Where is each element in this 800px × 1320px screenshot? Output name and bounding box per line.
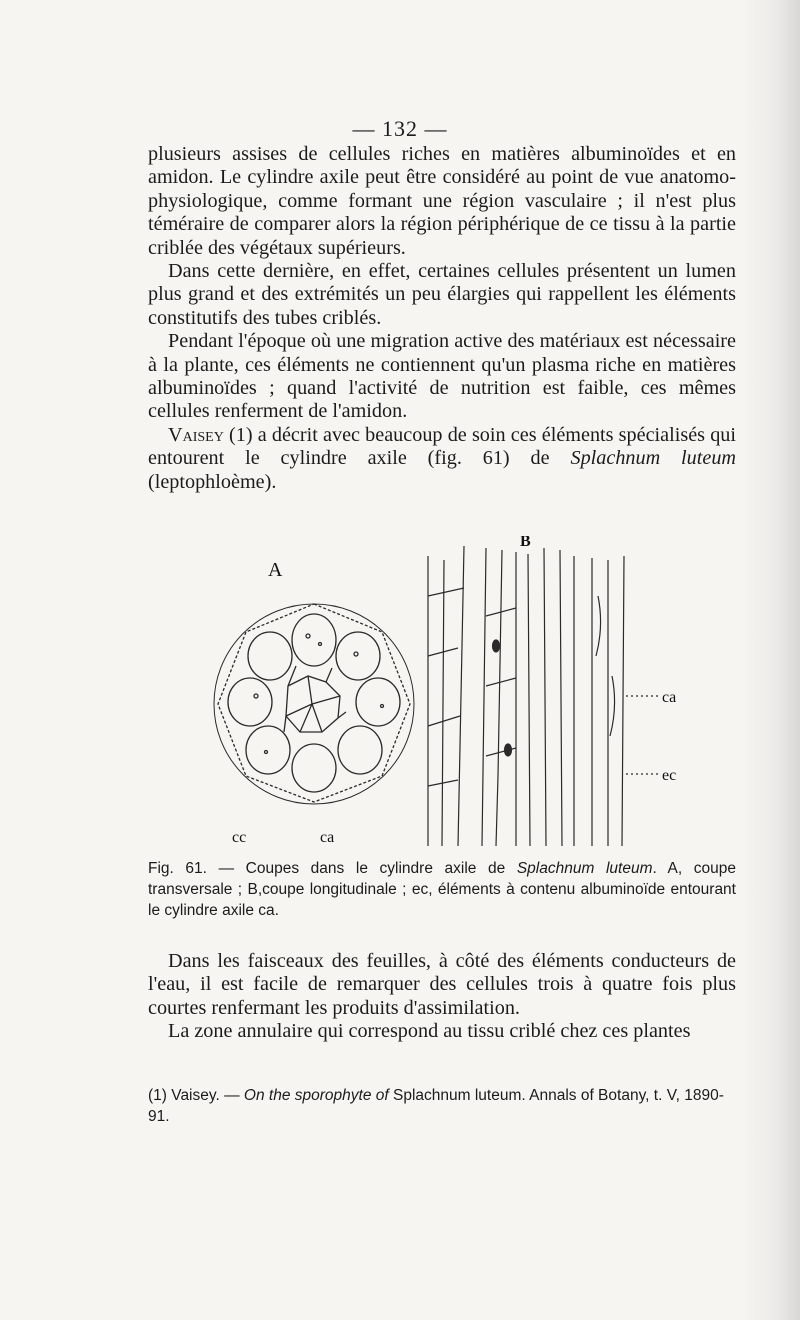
figure-label-b: B <box>520 536 531 550</box>
paragraph-5: La zone annulaire qui correspond au tissu criblé chez ces plantes <box>168 1020 691 1043</box>
body-text-top <box>148 143 736 494</box>
figure-label-cc: cc <box>232 829 247 846</box>
figure-label-a: A <box>268 559 283 581</box>
vaisey-text-end: (leptophloème). <box>148 470 277 493</box>
paragraph-3: Pendant l'époque où une migration active des matériaux est nécessaire à la plante, ces éléments ne contiennent qu'un plasma riche en matières albuminoïdes ; quand l'activité de nutrition est faible, ces mêmes cellules renferment de l'amidon. <box>148 330 736 423</box>
figure-b-longitudinal-section <box>428 546 658 846</box>
caption-fig-label: Fig. 61. <box>148 860 207 877</box>
paragraph-2: Dans cette dernière, en effet, certaines cellules présentent un lumen plus grand et des extrémités un peu élargies qui rappellent les éléments constitutifs des tubes criblés. <box>148 260 736 329</box>
footnote <box>148 1085 736 1127</box>
page-edge-shadow <box>742 0 800 1320</box>
footnote-title: On the sporophyte of <box>243 1087 389 1104</box>
paragraph-vaisey <box>148 424 736 494</box>
figure-61 <box>196 536 716 852</box>
footnote-rest: Annals of Botany, t. V, 1890-91. <box>148 1087 724 1125</box>
figure-caption <box>148 858 736 921</box>
page-number: — 132 — <box>352 116 448 141</box>
footnote-prefix: (1) Vaisey. — <box>148 1087 240 1104</box>
caption-rest: . A, coupe transversale ; B,coupe longitudinale ; ec, éléments à contenu albuminoïde entourant le cylindre axile ca. <box>148 860 736 919</box>
footnote-species: Splachnum luteum. <box>392 1087 526 1104</box>
caption-dash-text: — Coupes dans le cylindre axile de <box>218 860 506 877</box>
figure-illustration <box>196 536 716 852</box>
figure-label-ca-right: ca <box>662 689 677 706</box>
body-text-bottom <box>148 950 736 1044</box>
figure-label-ca-left: ca <box>320 829 335 846</box>
figure-label-ec: ec <box>662 767 677 784</box>
caption-species: Splachnum luteum <box>516 860 653 877</box>
vaisey-text: (1) a décrit avec beaucoup de soin ces éléments spécialisés qui entourent le cylindre axile (fig. 61) de <box>148 423 736 470</box>
paragraph-4: Dans les faisceaux des feuilles, à côté des éléments conducteurs de l'eau, il est facile de remarquer des cellules trois à quatre fois plus courtes renfermant les produits d'assimilation. <box>148 950 736 1019</box>
author-name: Vaisey <box>168 423 224 446</box>
paragraph-1: plusieurs assises de cellules riches en matières albuminoïdes et en amidon. Le cylindre axile peut être considéré au point de vue anatomo-physiologique, comme formant une région vasculaire ; il n'est plus téméraire de comparer alors la région périphérique de ce tissu à la partie criblée des végétaux supérieurs. <box>148 143 736 259</box>
figure-a-cross-section <box>214 604 414 804</box>
species-name: Splachnum luteum <box>570 447 736 470</box>
